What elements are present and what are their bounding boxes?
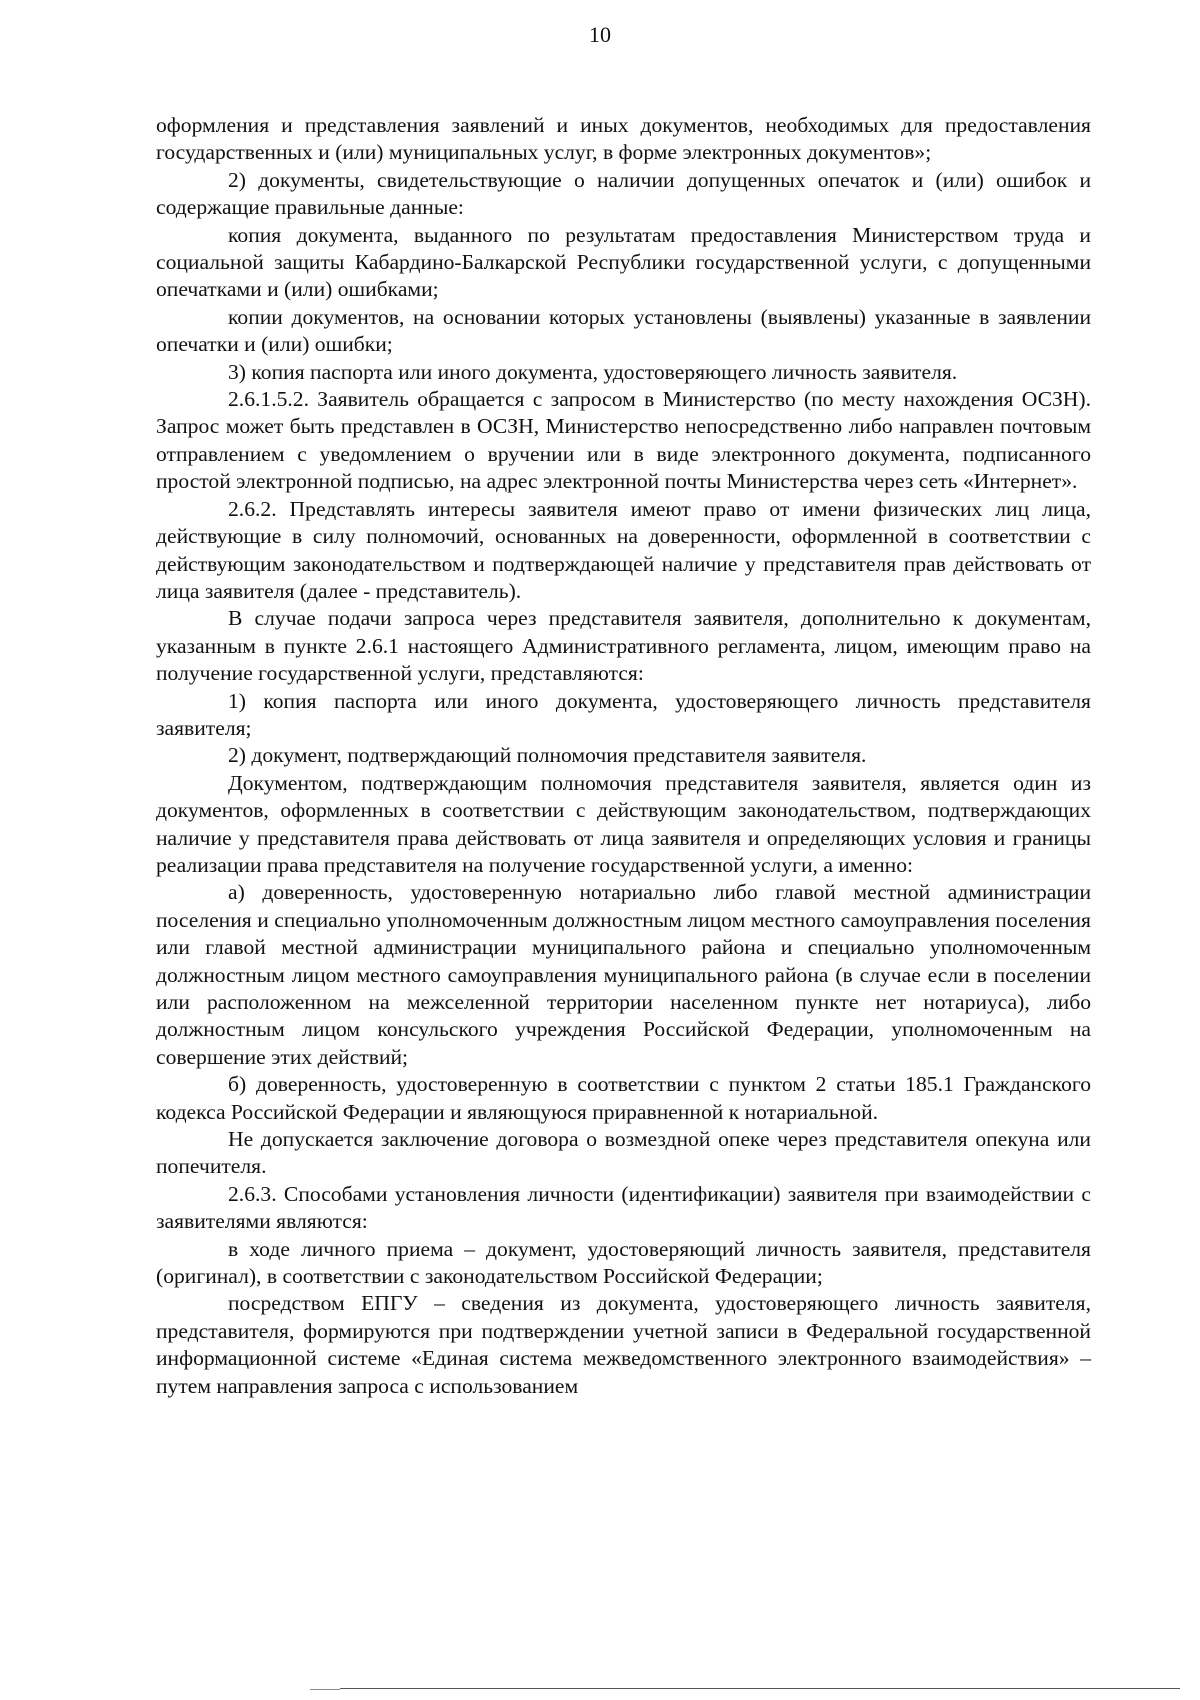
paragraph-epgu: посредством ЕПГУ – сведения из документа, удостоверяющего личность заявителя, представителя, формируются при подтверждении учетной записи в Федеральной государственной информационной системе «Единая система межведомственного электронного взаимодействия» – путем направления запроса с использованием	[156, 1291, 1091, 1398]
paragraph-item-3: 3) копия паспорта или иного документа, удостоверяющего личность заявителя.	[228, 359, 958, 384]
paragraph-item-b: б) доверенность, удостоверенную в соответствии с пунктом 2 статьи 185.1 Гражданского кодекса Российской Федерации и являющуюся приравненной к нотариальной.	[156, 1072, 1091, 1124]
paragraph-representative-item-1: 1) копия паспорта или иного документа, удостоверяющего личность представителя заявителя;	[156, 688, 1091, 740]
paragraph-representative-item-2: 2) документ, подтверждающий полномочия представителя заявителя.	[228, 743, 867, 768]
paragraph-2-6-1-5-2: 2.6.1.5.2. Заявитель обращается с запросом в Министерство (по месту нахождения ОСЗН). Запрос может быть представлен в ОСЗН, Министерство непосредственно либо направлен почтовым отправлением с уведомлением о вручении или в виде электронного документа, подписанного простой электронной подписью, на адрес электронной почты Министерства через сеть «Интернет».	[156, 387, 1091, 494]
footer-rule-short	[310, 1689, 340, 1690]
paragraph-guardianship: Не допускается заключение договора о возмездной опеке через представителя опекуна или попечителя.	[156, 1127, 1091, 1179]
paragraph-item-a: а) доверенность, удостоверенную нотариально либо главой местной администрации поселения и специально уполномоченным должностным лицом местного самоуправления поселения или главой местной администрации муниципального района и специально уполномоченным должностным лицом местного самоуправления муниципального района (в случае если в поселении или расположенном на межселенной территории населенном пункте нет нотариуса), либо должностным лицом консульского учреждения Российской Федерации, уполномоченным на совершение этих действий;	[156, 880, 1091, 1069]
paragraph-representative-request: В случае подачи запроса через представителя заявителя, дополнительно к документам, указанным в пункте 2.6.1 настоящего Административного регламента, лицом, имеющим право на получение государственной услуги, представляются:	[156, 606, 1091, 686]
paragraph-document-copy: копия документа, выданного по результатам предоставления Министерством труда и социальной защиты Кабардино-Балкарской Республики государственной услуги, с допущенными опечатками и (или) ошибками;	[156, 222, 1091, 302]
paragraph-personal-reception: в ходе личного приема – документ, удостоверяющий личность заявителя, представителя (оригинал), в соответствии с законодательством Российской Федерации;	[156, 1236, 1091, 1289]
paragraph-document-copies: копии документов, на основании которых установлены (выявлены) указанные в заявлении опечатки и (или) ошибки;	[156, 304, 1091, 357]
paragraph-2-6-3: 2.6.3. Способами установления личности (идентификации) заявителя при взаимодействии с заявителями являются:	[156, 1181, 1091, 1234]
footer-rule	[340, 1688, 1180, 1689]
paragraph-authority-document: Документом, подтверждающим полномочия представителя заявителя, является один из документов, оформленных в соответствии с действующим законодательством, подтверждающих наличие у представителя права действовать от лица заявителя и определяющих условия и границы реализации права представителя на получение государственной услуги, а именно:	[156, 770, 1091, 877]
document-body	[156, 112, 1091, 1400]
paragraph-item-2: 2) документы, свидетельствующие о наличии допущенных опечаток и (или) ошибок и содержащие правильные данные:	[156, 167, 1091, 220]
paragraph-continuation: оформления и представления заявлений и иных документов, необходимых для предоставления государственных и (или) муниципальных услуг, в форме электронных документов»;	[156, 113, 1091, 165]
page-number: 10	[589, 22, 611, 47]
paragraph-2-6-2: 2.6.2. Представлять интересы заявителя имеют право от имени физических лиц лица, действующие в силу полномочий, основанных на доверенности, оформленной в соответствии с действующим законодательством и подтверждающей наличие у представителя прав действовать от лица заявителя (далее - представитель).	[156, 496, 1091, 603]
